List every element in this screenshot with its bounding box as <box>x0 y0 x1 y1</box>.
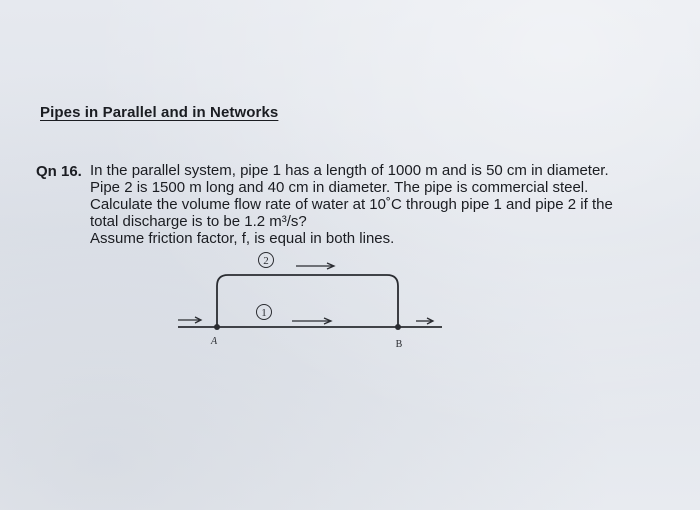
pipe-2-line <box>217 275 398 327</box>
pipe-2-flow-arrow-icon <box>296 263 334 269</box>
parallel-pipe-diagram <box>170 248 450 358</box>
junction-a-label: A <box>210 336 218 347</box>
question-line: Assume friction factor, f, is equal in both lines. <box>90 230 395 247</box>
inflow-arrow-icon <box>178 317 201 323</box>
question-line: total discharge is to be 1.2 m³/s? <box>90 213 307 230</box>
question-line: In the parallel system, pipe 1 has a length of 1000 m and is 50 cm in diameter. <box>90 162 609 179</box>
junction-b-label: B <box>395 339 403 350</box>
question-number: Qn 16. <box>36 163 82 180</box>
outflow-arrow-icon <box>416 318 433 324</box>
question-line: Calculate the volume flow rate of water at 10˚C through pipe 1 and pipe 2 if the <box>90 196 613 213</box>
question-line: Pipe 2 is 1500 m long and 40 cm in diameter. The pipe is commercial steel. <box>90 179 589 196</box>
junction-b-node <box>395 324 401 330</box>
pipe-1-label: 1 <box>261 307 267 319</box>
section-title: Pipes in Parallel and in Networks <box>40 104 279 121</box>
question-text <box>90 162 680 247</box>
junction-a-node <box>214 324 220 330</box>
pipe-1-flow-arrow-icon <box>292 318 331 324</box>
pipe-2-label: 2 <box>263 255 269 267</box>
